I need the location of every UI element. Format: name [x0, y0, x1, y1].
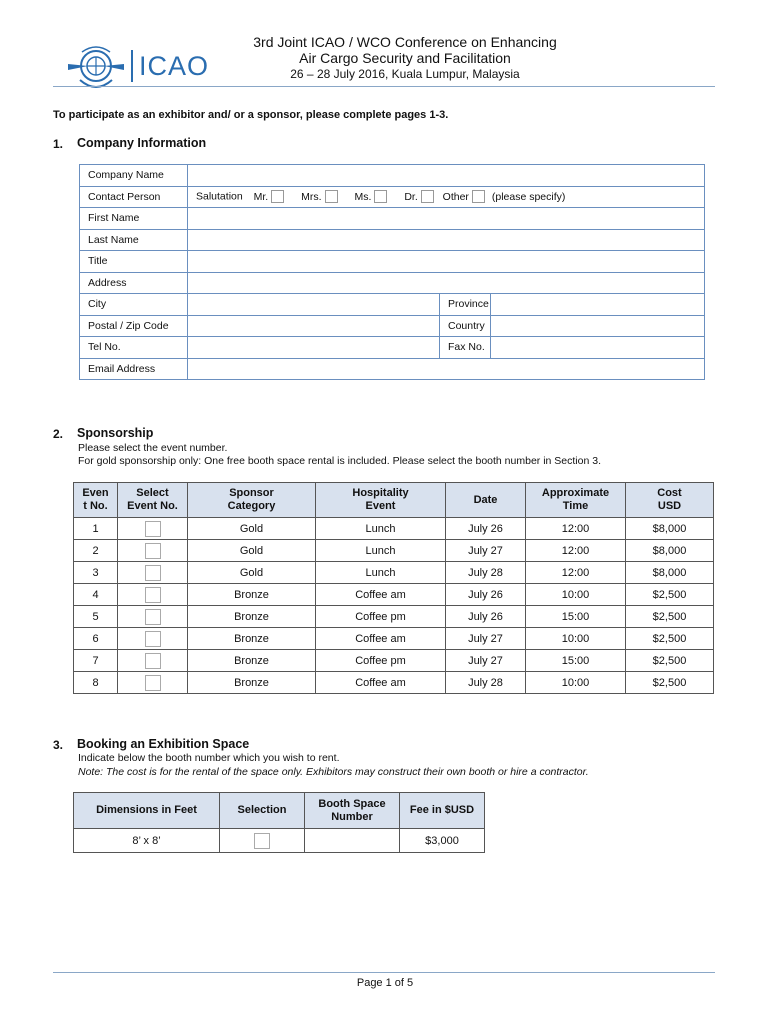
salutation-cell: [188, 186, 705, 208]
event-time: 12:00: [526, 562, 626, 584]
hospitality-event: Coffee am: [316, 672, 446, 694]
event-no-header: Even t No.: [74, 483, 118, 518]
event-date: July 28: [446, 562, 526, 584]
select-event-cell: [118, 650, 188, 672]
event-no: 3: [74, 562, 118, 584]
exhibition-header-row: [74, 793, 485, 829]
table-row: [74, 584, 714, 606]
event-time: 10:00: [526, 584, 626, 606]
fax-field[interactable]: [491, 337, 705, 359]
dr-label: Dr.: [404, 190, 418, 203]
event-cost: $8,000: [626, 540, 714, 562]
company-name-label: Company Name: [80, 165, 188, 187]
logo-divider: [131, 50, 133, 82]
email-label: Email Address: [80, 358, 188, 380]
sponsor-category-header: Sponsor Category: [188, 483, 316, 518]
section3-title: Booking an Exhibition Space: [77, 737, 250, 751]
dimensions-header: Dimensions in Feet: [74, 793, 220, 829]
event-date: July 26: [446, 518, 526, 540]
mr-label: Mr.: [253, 190, 269, 203]
event-no: 5: [74, 606, 118, 628]
company-name-field[interactable]: [188, 165, 705, 187]
event-cost: $2,500: [626, 606, 714, 628]
conference-title-line1: 3rd Joint ICAO / WCO Conference on Enhancing: [253, 34, 557, 50]
event-cost: $2,500: [626, 628, 714, 650]
city-label: City: [80, 294, 188, 316]
sponsor-category: Bronze: [188, 672, 316, 694]
select-event-checkbox[interactable]: [145, 675, 161, 691]
date-header: Date: [446, 483, 526, 518]
event-cost: $8,000: [626, 518, 714, 540]
conference-title-line2: Air Cargo Security and Facilitation: [299, 50, 511, 66]
table-row: [74, 518, 714, 540]
icao-wordmark: ICAO: [139, 51, 210, 81]
first-name-row: [80, 208, 705, 230]
city-field[interactable]: [188, 294, 440, 316]
select-event-checkbox[interactable]: [145, 609, 161, 625]
email-field[interactable]: [188, 358, 705, 380]
ms-label: Ms.: [354, 190, 372, 203]
event-date: July 26: [446, 584, 526, 606]
event-cost: $2,500: [626, 672, 714, 694]
cost-header: Cost USD: [626, 483, 714, 518]
hospitality-event: Coffee am: [316, 628, 446, 650]
province-label: Province: [440, 294, 491, 316]
select-event-cell: [118, 540, 188, 562]
section3-note1: Indicate below the booth number which you wish to rent.: [78, 752, 340, 764]
event-date: July 26: [446, 606, 526, 628]
section3-number: 3.: [53, 738, 64, 752]
intro-instruction: To participate as an exhibitor and/ or a sponsor, please complete pages 1-3.: [53, 109, 449, 121]
sponsor-category: Bronze: [188, 650, 316, 672]
mrs-label: Mrs.: [301, 190, 322, 203]
sponsor-category: Gold: [188, 518, 316, 540]
select-event-cell: [118, 518, 188, 540]
table-row: [74, 650, 714, 672]
mrs-checkbox[interactable]: [325, 190, 338, 203]
select-event-checkbox[interactable]: [145, 587, 161, 603]
table-row: [74, 606, 714, 628]
event-date: July 28: [446, 672, 526, 694]
exhibition-table: [73, 792, 485, 853]
hospitality-event: Coffee pm: [316, 650, 446, 672]
select-event-cell: [118, 606, 188, 628]
section1-title: Company Information: [77, 136, 207, 150]
fee-header: Fee in $USD: [400, 793, 485, 829]
select-event-checkbox[interactable]: [145, 521, 161, 537]
event-cost: $2,500: [626, 584, 714, 606]
city-row: [80, 294, 705, 316]
hospitality-event: Lunch: [316, 540, 446, 562]
last-name-field[interactable]: [188, 229, 705, 251]
table-row: [74, 829, 485, 853]
event-date: July 27: [446, 540, 526, 562]
event-no: 1: [74, 518, 118, 540]
mr-checkbox[interactable]: [271, 190, 284, 203]
section2-title: Sponsorship: [77, 426, 154, 440]
first-name-label: First Name: [80, 208, 188, 230]
event-time: 10:00: [526, 628, 626, 650]
other-label: Other: [442, 190, 469, 203]
section2-note1: Please select the event number.: [78, 442, 228, 454]
hospitality-event-header: Hospitality Event: [316, 483, 446, 518]
province-field[interactable]: [491, 294, 705, 316]
table-row: [74, 540, 714, 562]
hospitality-event: Coffee am: [316, 584, 446, 606]
salutation-label: Salutation: [196, 190, 243, 203]
section3-note2: Note: The cost is for the rental of the space only. Exhibitors may construct their own booth or hire a contractor.: [78, 766, 589, 778]
select-event-checkbox[interactable]: [145, 565, 161, 581]
event-no: 8: [74, 672, 118, 694]
contact-person-row: [80, 186, 705, 208]
company-name-row: [80, 165, 705, 187]
address-row: [80, 272, 705, 294]
event-no: 7: [74, 650, 118, 672]
postal-label: Postal / Zip Code: [80, 315, 188, 337]
select-event-header: Select Event No.: [118, 483, 188, 518]
header-divider: [53, 86, 715, 87]
event-time: 12:00: [526, 518, 626, 540]
section2-note2: For gold sponsorship only: One free booth space rental is included. Please select the booth number in Section 3.: [78, 455, 601, 467]
section2-number: 2.: [53, 427, 64, 441]
booth-fee: $3,000: [400, 829, 485, 853]
footer-divider: [53, 972, 715, 973]
hospitality-event: Coffee pm: [316, 606, 446, 628]
please-specify-label: (please specify): [491, 190, 566, 203]
conference-date-location: 26 – 28 July 2016, Kuala Lumpur, Malaysia: [290, 67, 520, 81]
select-event-cell: [118, 628, 188, 650]
selection-header: Selection: [220, 793, 305, 829]
tel-row: [80, 337, 705, 359]
country-label: Country: [440, 315, 491, 337]
title-label: Title: [80, 251, 188, 273]
event-cost: $8,000: [626, 562, 714, 584]
hospitality-event: Lunch: [316, 562, 446, 584]
event-date: July 27: [446, 650, 526, 672]
event-no: 2: [74, 540, 118, 562]
address-field[interactable]: [188, 272, 705, 294]
address-label: Address: [80, 272, 188, 294]
sponsor-category: Bronze: [188, 628, 316, 650]
country-field[interactable]: [491, 315, 705, 337]
table-row: [74, 562, 714, 584]
event-time: 12:00: [526, 540, 626, 562]
page-number: Page 1 of 5: [356, 977, 414, 989]
sponsor-category: Bronze: [188, 606, 316, 628]
select-event-cell: [118, 562, 188, 584]
tel-field[interactable]: [188, 337, 440, 359]
fax-label: Fax No.: [440, 337, 491, 359]
hospitality-event: Lunch: [316, 518, 446, 540]
ms-checkbox[interactable]: [374, 190, 387, 203]
sponsor-category: Gold: [188, 562, 316, 584]
postal-field[interactable]: [188, 315, 440, 337]
sponsorship-header-row: [74, 483, 714, 518]
first-name-field[interactable]: [188, 208, 705, 230]
booth-selection-checkbox[interactable]: [254, 833, 270, 849]
email-row: [80, 358, 705, 380]
select-event-cell: [118, 672, 188, 694]
last-name-label: Last Name: [80, 229, 188, 251]
event-cost: $2,500: [626, 650, 714, 672]
select-event-cell: [118, 584, 188, 606]
selection-cell: [220, 829, 305, 853]
title-row: [80, 251, 705, 273]
title-field[interactable]: [188, 251, 705, 273]
company-info-table: [79, 164, 705, 380]
approx-time-header: Approximate Time: [526, 483, 626, 518]
event-time: 15:00: [526, 606, 626, 628]
tel-label: Tel No.: [80, 337, 188, 359]
booth-dimensions: 8’ x 8’: [74, 829, 220, 853]
sponsor-category: Gold: [188, 540, 316, 562]
event-time: 10:00: [526, 672, 626, 694]
event-time: 15:00: [526, 650, 626, 672]
section1-number: 1.: [53, 137, 64, 151]
select-event-checkbox[interactable]: [145, 631, 161, 647]
event-no: 6: [74, 628, 118, 650]
select-event-checkbox[interactable]: [145, 543, 161, 559]
last-name-row: [80, 229, 705, 251]
event-no: 4: [74, 584, 118, 606]
sponsor-category: Bronze: [188, 584, 316, 606]
table-row: [74, 628, 714, 650]
booth-number-field[interactable]: [305, 829, 400, 853]
sponsorship-table: [73, 482, 714, 694]
event-date: July 27: [446, 628, 526, 650]
contact-person-label: Contact Person: [80, 186, 188, 208]
table-row: [74, 672, 714, 694]
other-checkbox[interactable]: [472, 190, 485, 203]
booth-number-header: Booth Space Number: [305, 793, 400, 829]
select-event-checkbox[interactable]: [145, 653, 161, 669]
dr-checkbox[interactable]: [421, 190, 434, 203]
postal-row: [80, 315, 705, 337]
